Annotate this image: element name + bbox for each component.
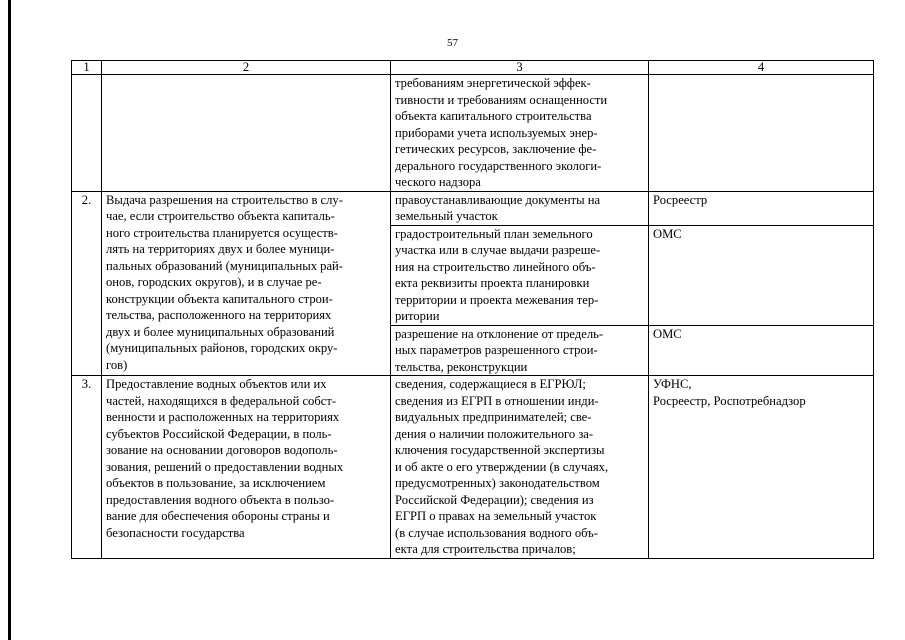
cell-line: тельства, реконструкции <box>395 359 528 374</box>
cell-line: Российской Федерации); сведения из <box>395 492 594 507</box>
services-table <box>71 60 874 559</box>
cell-line: правоустанавливающие документы на <box>395 192 601 207</box>
cell-line: частей, находящихся в федеральной собст- <box>106 393 337 408</box>
row-number: 2. <box>72 191 102 376</box>
cell-line: дерального государственного экологи- <box>395 158 602 173</box>
header-row <box>72 61 874 75</box>
cell-line: пальных образований (муниципальных рай- <box>106 258 343 273</box>
responsible-agency <box>649 376 874 559</box>
cell-line: двух и более муниципальных образований <box>106 324 335 339</box>
cell-line: требованиям энергетической эффек- <box>395 76 591 90</box>
cell-line: (муниципальных районов, городских окру- <box>106 341 338 355</box>
cell-line: ЕГРП о правах на земельный участок <box>395 509 597 523</box>
scan-edge-line <box>8 0 11 640</box>
service-name <box>102 376 391 559</box>
cell-line: Выдача разрешения на строительство в слу- <box>106 192 343 207</box>
cell-line: сведения из ЕГРП в отношении инди- <box>395 393 599 408</box>
cell-line: вание для обеспечения обороны страны и <box>106 509 330 523</box>
table-body <box>72 61 874 559</box>
cell-line: ОМС <box>653 326 682 341</box>
cell-line: зование на основании договоров водополь- <box>106 443 338 457</box>
cell-line: венности и расположенных на территориях <box>106 410 340 424</box>
cell-line: лять на территориях двух и более муници- <box>106 242 335 256</box>
cell-line: Росреестр <box>653 192 708 207</box>
cell-line: территории и проекта межевания тер- <box>395 292 599 307</box>
cell-line: земельный участок <box>395 209 498 223</box>
cell-line: ключения государственной экспертизы <box>395 443 605 457</box>
cell-line: екта для строительства причалов; <box>395 542 576 556</box>
cell-line: объекта капитального строительства <box>395 109 592 123</box>
cell-line: ритории <box>395 309 440 323</box>
cell-line: чае, если строительство объекта капиталь- <box>106 209 335 223</box>
row-number <box>72 75 102 192</box>
cell-line: УФНС, <box>653 377 692 391</box>
responsible-agency <box>649 325 874 376</box>
cell-line: онов, городских округов), и в случае ре- <box>106 275 322 289</box>
cell-line: екта реквизиты проекта планировки <box>395 276 590 290</box>
required-documents <box>391 325 649 376</box>
cell-line: гетических ресурсов, заключение фе- <box>395 142 597 156</box>
service-name <box>102 75 391 192</box>
cell-line: субъектов Российской Федерации, в поль- <box>106 426 332 441</box>
service-name <box>102 191 391 376</box>
cell-line: ческого надзора <box>395 175 481 189</box>
cell-line: конструкции объекта капитального строи- <box>106 291 333 306</box>
required-documents <box>391 376 649 559</box>
page-number: 57 <box>447 37 458 49</box>
row-number: 3. <box>72 376 102 559</box>
cell-line: тельства, расположенного на территориях <box>106 308 332 322</box>
header-cell-4: 4 <box>649 61 874 75</box>
table-row <box>72 191 874 225</box>
cell-line: сведения, содержащиеся в ЕГРЮЛ; <box>395 377 586 391</box>
cell-line: предоставления водного объекта в пользо- <box>106 492 335 507</box>
cell-line: разрешение на отклонение от предель- <box>395 326 604 341</box>
cell-line: дения о наличии положительного за- <box>395 426 594 441</box>
cell-line: ных параметров разрешенного строи- <box>395 343 598 357</box>
header-cell-1: 1 <box>72 61 102 75</box>
table-row <box>72 75 874 192</box>
responsible-agency <box>649 225 874 325</box>
cell-line: безопасности государства <box>106 525 245 540</box>
table-row <box>72 376 874 559</box>
cell-line: ОМС <box>653 226 682 241</box>
header-cell-2: 2 <box>102 61 391 75</box>
required-documents <box>391 225 649 325</box>
cell-line: зования, решений о предоставлении водных <box>106 459 344 474</box>
responsible-agency <box>649 75 874 192</box>
cell-line: Предоставление водных объектов или их <box>106 377 327 391</box>
cell-line: Росреестр, Роспотребнадзор <box>653 393 806 408</box>
cell-line: предусмотренных) законодательством <box>395 476 600 490</box>
cell-line: тивности и требованиям оснащенности <box>395 92 608 107</box>
cell-line: градостроительный план земельного <box>395 226 593 241</box>
cell-line: объектов в пользование, за исключением <box>106 476 326 490</box>
required-documents <box>391 75 649 192</box>
cell-line: участка или в случае выдачи разреше- <box>395 243 601 257</box>
cell-line: приборами учета используемых энер- <box>395 125 598 140</box>
responsible-agency <box>649 191 874 225</box>
cell-line: (в случае использования водного объ- <box>395 525 598 540</box>
required-documents <box>391 191 649 225</box>
cell-line: видуальных предпринимателей; све- <box>395 410 592 424</box>
cell-line: ния на строительство линейного объ- <box>395 259 596 274</box>
cell-line: ного строительства планируется осуществ- <box>106 225 338 240</box>
cell-line: гов) <box>106 357 128 372</box>
cell-line: и об акте о его утверждении (в случаях, <box>395 459 609 474</box>
header-cell-3: 3 <box>391 61 649 75</box>
